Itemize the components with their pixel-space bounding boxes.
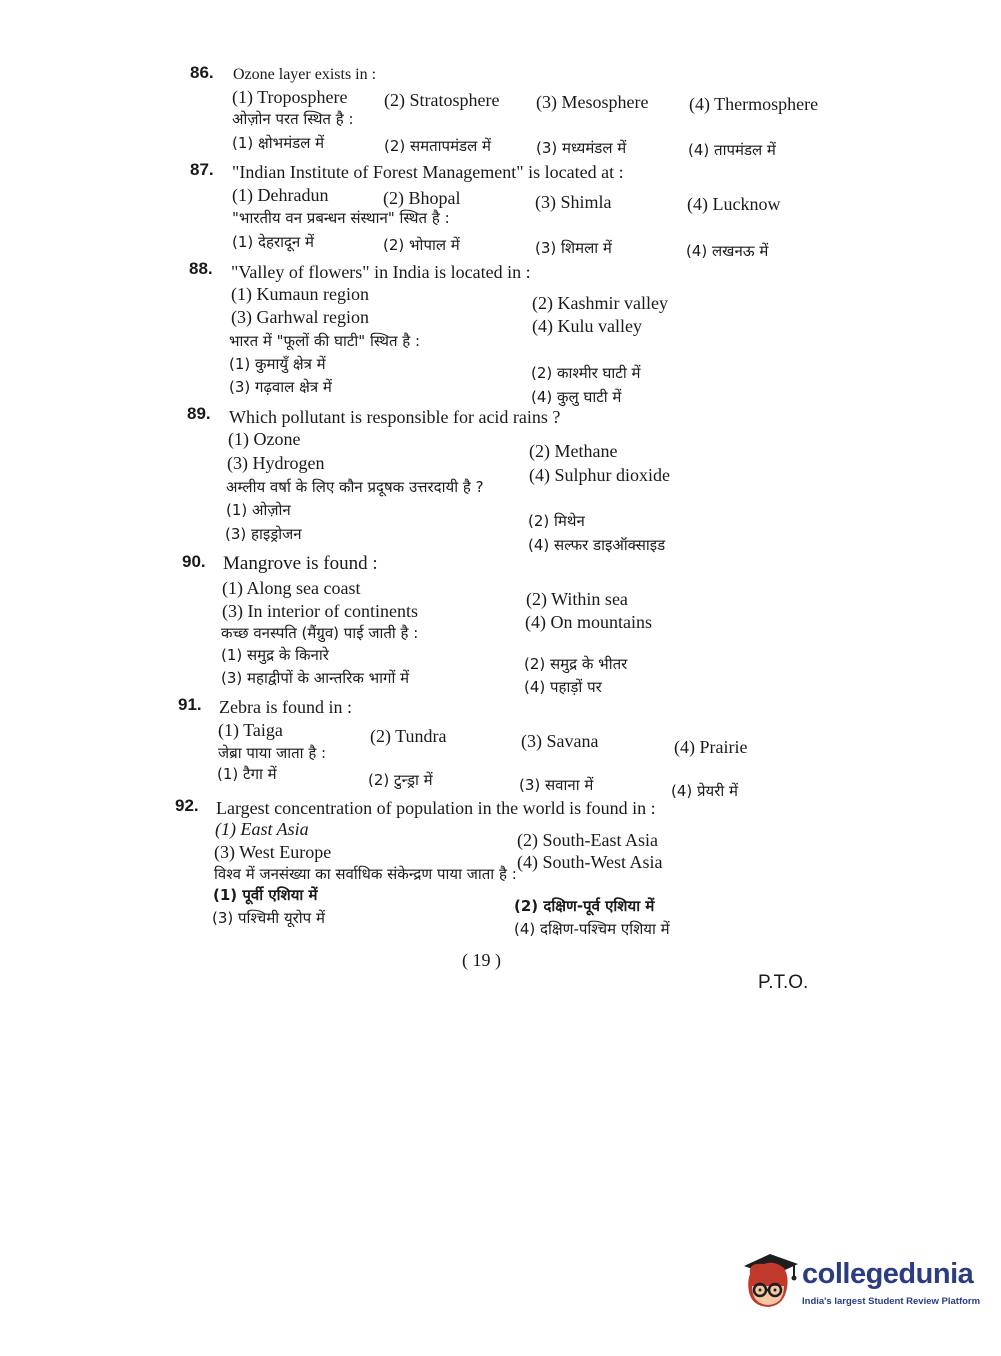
q89-option-3: (3) Hydrogen [227,453,325,473]
q86-option-4: (4) Thermosphere [689,94,819,114]
q89-option-2-hindi: (2) मिथेन [528,512,585,530]
q86-option-1-hindi: (1) क्षोभमंडल में [232,134,325,152]
q92-option-1-hindi: (1) पूर्वी एशिया में [213,886,318,904]
q86-option-1: (1) Troposphere [232,87,348,107]
q92-option-4-hindi: (4) दक्षिण-पश्चिम एशिया में [514,920,670,938]
logo-tagline: India's largest Student Review Platform [802,1296,981,1307]
q92-option-2: (2) South-East Asia [517,830,658,850]
q88-option-2-hindi: (2) काश्मीर घाटी में [531,364,641,382]
q89-option-3-hindi: (3) हाइड्रोजन [225,525,302,543]
question-87-number: 87. [190,160,214,179]
logo-wordmark: collegedunia [802,1258,974,1290]
q91-option-2: (2) Tundra [370,726,447,746]
q92-option-1: (1) East Asia [215,819,309,839]
q91-option-4-hindi: (4) प्रेयरी में [671,782,739,800]
q90-option-4: (4) On mountains [525,612,652,632]
question-89-number: 89. [187,404,211,423]
q87-option-3: (3) Shimla [535,192,612,212]
q89-option-1: (1) Ozone [228,429,301,449]
q86-option-3: (3) Mesosphere [536,92,649,112]
q87-option-3-hindi: (3) शिमला में [535,239,612,257]
q92-option-3-hindi: (3) पश्चिमी यूरोप में [212,909,325,927]
q91-option-4: (4) Prairie [674,737,748,757]
question-91-text-hindi: जेब्रा पाया जाता है : [218,744,327,762]
q87-option-4: (4) Lucknow [687,194,781,214]
q89-option-1-hindi: (1) ओज़ोन [226,501,291,519]
q90-option-1-hindi: (1) समुद्र के किनारे [221,646,329,664]
question-86-text-hindi: ओज़ोन परत स्थित है : [232,110,354,128]
q88-option-3: (3) Garhwal region [231,307,369,327]
question-90-text-hindi: कच्छ वनस्पति (मैंग्रुव) पाई जाती है : [221,624,419,642]
collegedunia-logo [740,1252,981,1312]
question-92-text-hindi: विश्व में जनसंख्या का सर्वाधिक संकेन्द्रण पाया जाता है : [214,865,517,883]
question-92-number: 92. [175,796,199,815]
question-91-number: 91. [178,695,202,714]
q86-option-2-hindi: (2) समतापमंडल में [384,137,491,155]
q87-option-4-hindi: (4) लखनऊ में [686,242,769,260]
pto-label: P.T.O. [758,972,809,993]
question-86-text: Ozone layer exists in : [233,66,377,83]
question-86-number: 86. [190,63,214,82]
question-91-text: Zebra is found in : [219,697,352,717]
q88-option-4: (4) Kulu valley [532,316,642,336]
q88-option-1-hindi: (1) कुमायुँ क्षेत्र में [229,355,326,373]
question-89-text-hindi: अम्लीय वर्षा के लिए कौन प्रदूषक उत्तरदायी है ? [226,478,484,496]
q88-option-3-hindi: (3) गढ़वाल क्षेत्र में [229,378,332,396]
question-89-text: Which pollutant is responsible for acid rains ? [229,407,561,427]
q87-option-1: (1) Dehradun [232,185,329,205]
q88-option-4-hindi: (4) कुलु घाटी में [531,388,622,406]
q88-option-1: (1) Kumaun region [231,284,369,304]
q91-option-3: (3) Savana [521,731,599,751]
q87-option-2: (2) Bhopal [383,188,461,208]
q89-option-2: (2) Methane [529,441,618,461]
mascot-face-icon [740,1252,800,1312]
q89-option-4-hindi: (4) सल्फर डाइऑक्साइड [528,536,666,554]
question-88-text: "Valley of flowers" in India is located in : [231,262,531,282]
q88-option-2: (2) Kashmir valley [532,293,668,313]
q91-option-1-hindi: (1) टैगा में [217,765,277,783]
q91-option-2-hindi: (2) टुन्ड्रा में [368,771,433,789]
page-number: ( 19 ) [462,950,501,970]
q87-option-2-hindi: (2) भोपाल में [383,236,460,254]
q89-option-4: (4) Sulphur dioxide [529,465,670,485]
question-88-text-hindi: भारत में "फूलों की घाटी" स्थित है : [229,332,421,350]
q90-option-2: (2) Within sea [526,589,628,609]
question-90-number: 90. [182,552,206,571]
q92-option-2-hindi: (2) दक्षिण-पूर्व एशिया में [514,897,655,915]
question-92-text: Largest concentration of population in the world is found in : [216,798,656,818]
question-88-number: 88. [189,259,213,278]
q87-option-1-hindi: (1) देहरादून में [232,233,314,251]
q91-option-1: (1) Taiga [218,720,283,740]
q90-option-3: (3) In interior of continents [222,601,418,621]
q90-option-4-hindi: (4) पहाड़ों पर [524,678,602,696]
q90-option-1: (1) Along sea coast [222,578,361,598]
question-90-text: Mangrove is found : [223,553,378,574]
q86-option-4-hindi: (4) तापमंडल में [688,141,776,159]
question-87-text: "Indian Institute of Forest Management" is located at : [232,162,624,182]
q91-option-3-hindi: (3) सवाना में [519,776,594,794]
q90-option-3-hindi: (3) महाद्वीपों के आन्तरिक भागों में [221,669,410,687]
q92-option-3: (3) West Europe [214,842,332,862]
q86-option-3-hindi: (3) मध्यमंडल में [536,139,627,157]
question-87-text-hindi: "भारतीय वन प्रबन्धन संस्थान" स्थित है : [232,209,450,227]
q90-option-2-hindi: (2) समुद्र के भीतर [524,655,628,673]
q86-option-2: (2) Stratosphere [384,90,500,110]
q92-option-4: (4) South-West Asia [517,852,663,872]
